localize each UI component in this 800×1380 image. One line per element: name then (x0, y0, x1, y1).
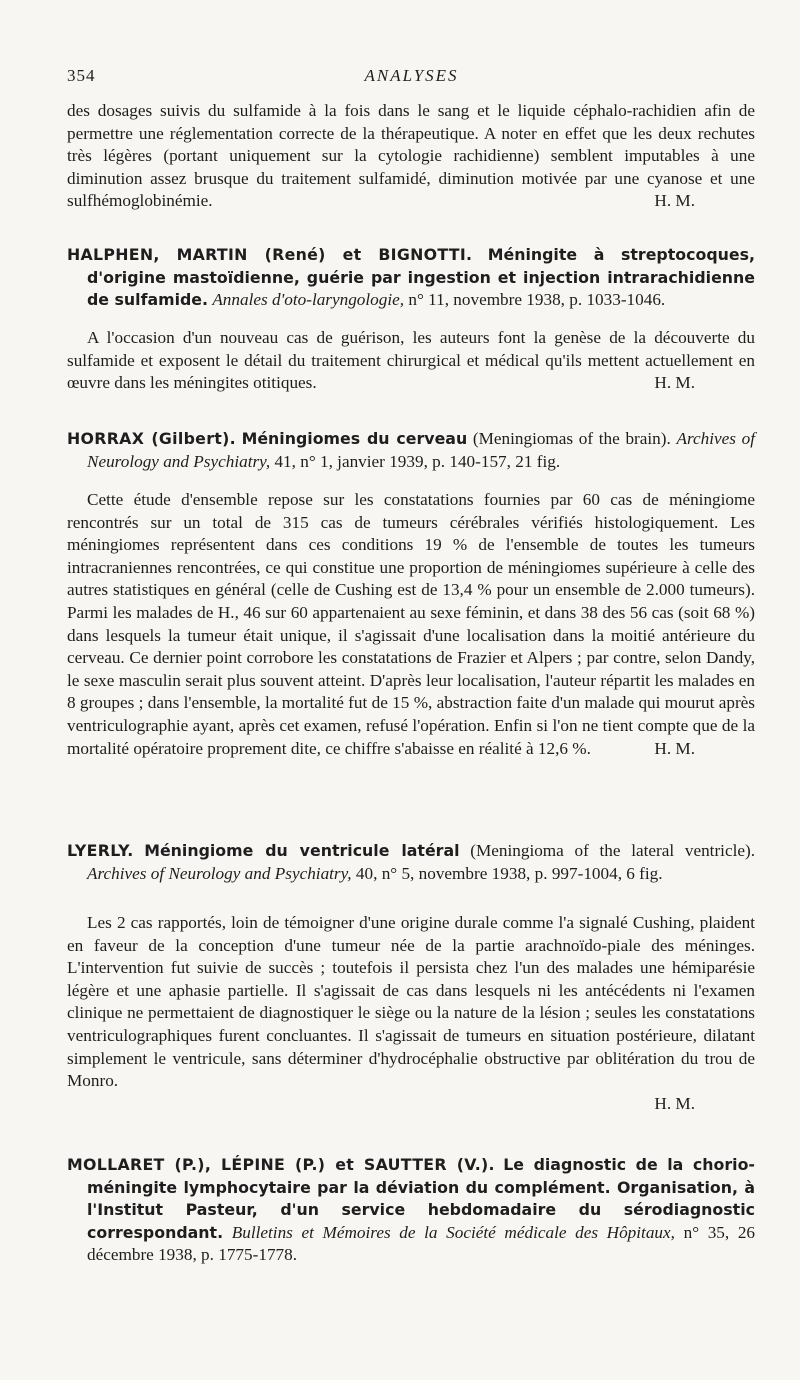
reference-journal: Annales d'oto-laryngologie, (212, 290, 405, 310)
abstract-text: Cette étude d'ensemble repose sur les constatations fournies par 60 cas de méningiome rencontrés sur un total de 315 cas de tumeurs cérébrales vérifiés histologiquement. Les méningiomes représentent dans ces conditions 19 % de l'ensemble de toutes les tumeurs intracraniennes rencontrées, ce qui constitue une proportion de méningiomes supérieure à celle des autres statistiques en général (celle de Cushing est de 13,4 % pour un ensemble de 2.000 tumeurs). Parmi les malades de H., 46 sur 60 appartenaient au sexe féminin, et dans 38 des 56 cas (soit 68 %) dans lesquels la tumeur était unique, il s'agissait d'une localisation dans la moitié antérieure du cerveau. Ce dernier point corrobore les constatations de Frazier et Alpers ; par contre, selon Dandy, le sexe masculin serait plus souvent atteint. D'après leur localisation, l'auteur répartit les malades en 8 groupes ; dans l'ensemble, la mortalité fut de 15 %, abstraction faite d'un malade qui mourut après ventriculographie ayant, après cet examen, refusé l'opération. Enfin si l'on ne tient compte que de la mortalité opératoire proprement dite, ce chiffre s'abaisse en réalité à 12,6 %. H. M. (67, 489, 755, 760)
reference-details: 40, n° 5, novembre 1938, p. 997-1004, 6 fig. (355, 863, 663, 883)
reference-details: 41, n° 1, janvier 1939, p. 140-157, 21 fig. (274, 451, 561, 471)
reference-entry-halphen (67, 244, 755, 312)
reference-title: Méningiomes du cerveau (241, 429, 468, 448)
abstract-text: A l'occasion d'un nouveau cas de guérison, les auteurs font la genèse de la découverte du sulfamide et exposent le détail du traitement chirurgical et médical qu'ils mettent actuellement en œuvre dans les méningites otitiques. H. M. (67, 327, 755, 395)
reference-title: Le diagnostic de la chorio-méningite lymphocytaire par la déviation du complément. Organisation, à l'Institut Pasteur, d'un service hebdomadaire du sérodiagnostic correspondant. (87, 1155, 755, 1242)
abstract-text: Les 2 cas rapportés, loin de témoigner d'une origine durale comme l'a signalé Cushing, plaident en faveur de la conception d'une tumeur née de la partie arachnoïdo-piale des méninges. L'intervention fut suivie de succès ; toutefois il persista chez l'un des malades une hémiparésie légère et une aphasie partielle. Il s'agissait de cas dans lesquels ni les antécédents ni l'examen clinique ne permettaient de diagnostiquer le siège ou la nature de la lésion ; seules les constatations ventriculographiques furent concluantes. Il s'agissait de tumeurs en situation postérieure, dilatant simplement le ventricule, sans déterminer d'hydrocéphalie obstructive par oblitération du trou de Monro. (67, 913, 755, 1091)
reference-entry-mollaret (67, 1154, 755, 1267)
reference-citation (67, 1154, 755, 1267)
reference-authors: HALPHEN, MARTIN (René) et BIGNOTTI. (67, 245, 473, 264)
reference-citation (67, 244, 755, 312)
running-title: ANALYSES (364, 66, 459, 85)
reference-entry-horrax (67, 428, 755, 473)
reference-note: (Meningiomas of the brain). (472, 429, 671, 448)
reference-authors: MOLLARET (P.), LÉPINE (P.) et SAUTTER (V.). (67, 1155, 495, 1174)
reference-journal: Archives of Neurology and Psychiatry, (87, 863, 352, 883)
abstract-signature: H. M. (654, 373, 695, 393)
page-number: 354 (67, 66, 96, 85)
reference-details: n° 35, 26 décembre 1938, p. 1775-1778. (87, 1222, 756, 1265)
reference-details: n° 11, novembre 1938, p. 1033-1046. (408, 290, 666, 310)
abstract-signature: H. M. (654, 191, 695, 211)
reference-citation (67, 428, 755, 473)
reference-authors: LYERLY. (67, 841, 134, 860)
continued-abstract (67, 100, 755, 213)
reference-authors: HORRAX (Gilbert). (67, 429, 236, 448)
abstract-signature: H. M. (654, 738, 695, 758)
abstract-horrax (67, 489, 755, 760)
continued-abstract-text: des dosages suivis du sulfamide à la fois dans le sang et le liquide céphalo-rachidien afin de permettre une réglementation correcte de la thérapeutique. A noter en effet que les deux rechutes très légères (portant uniquement sur la cytologie rachidienne) semblent imputables à une diminution assez brusque du traitement sulfamidé, diminution motivée par une cyanose et une sulfhémoglobinémie. H. M. (67, 100, 755, 213)
reference-title: Méningite à streptocoques, d'origine mastoïdienne, guérie par ingestion et injection intrarachidienne de sulfamide. (87, 245, 756, 310)
reference-citation (67, 840, 755, 885)
reference-journal: Bulletins et Mémoires de la Société médicale des Hôpitaux, (231, 1222, 675, 1242)
abstract-lyerly (67, 912, 755, 1115)
running-header (67, 66, 756, 88)
reference-title: Méningiome du ventricule latéral (144, 841, 460, 860)
reference-note: (Meningioma of the lateral ventricle). (470, 841, 755, 860)
abstract-halphen (67, 327, 755, 395)
reference-entry-lyerly (67, 840, 755, 885)
reference-journal: Archives of Neurology and Psychiatry, (87, 429, 755, 471)
abstract-signature: H. M. (654, 1093, 695, 1113)
